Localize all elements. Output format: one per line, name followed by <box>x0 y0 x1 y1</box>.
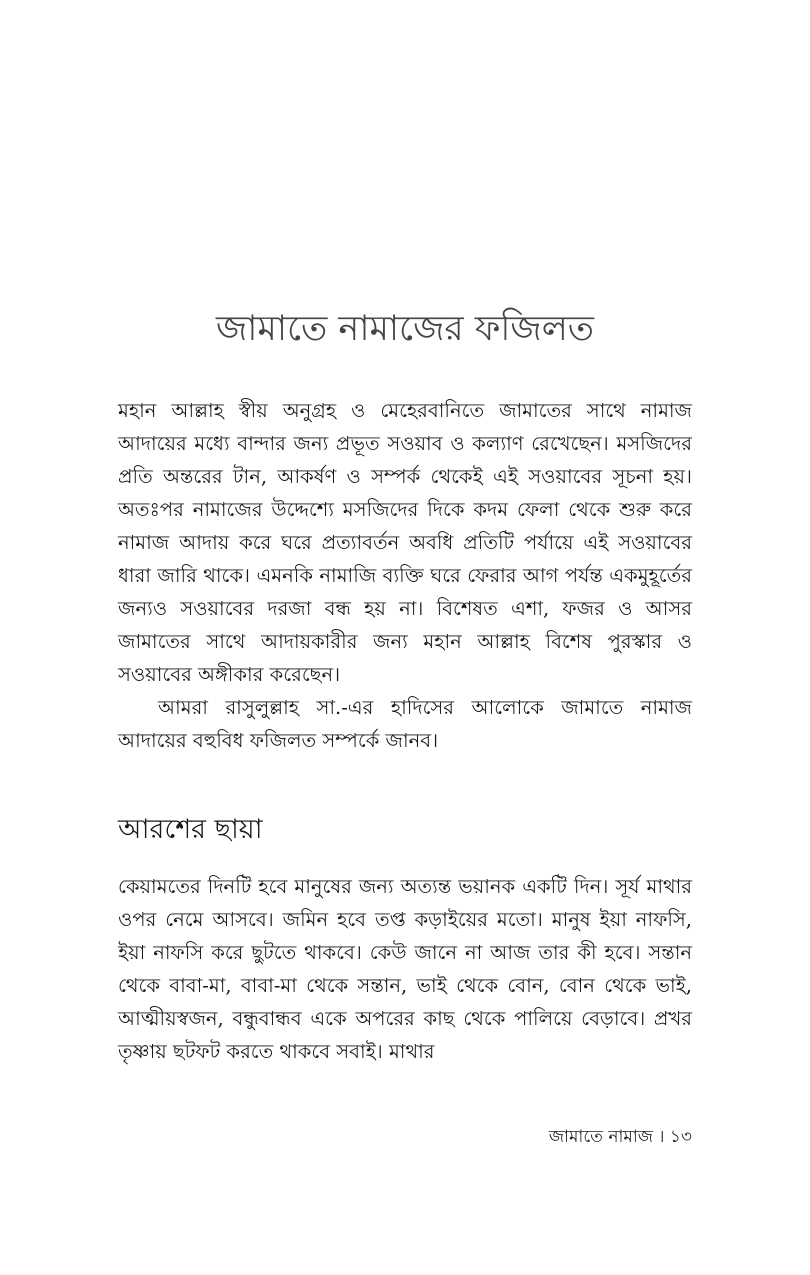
page-number: ১৩ <box>669 1127 692 1147</box>
intro-paragraph-2: আমরা রাসুলুল্লাহ সা.-এর হাদিসের আলোকে জামাতে নামাজ আদায়ের বহুবিধ ফজিলত সম্পর্কে জানব। <box>118 696 692 752</box>
section-paragraph-1: কেয়ামতের দিনটি হবে মানুষের জন্য অত্যন্ত ভয়ানক একটি দিন। সূর্য মাথার ওপর নেমে আসবে। জমিন হবে তপ্ত কড়াইয়ের মতো। মানুষ ইয়া নাফসি, ইয়া নাফসি করে ছুটতে থাকবে। কেউ জানে না আজ তার কী হবে। সন্তান থেকে বাবা-মা, বাবা-মা থেকে সন্তান, ভাই থেকে বোন, বোন থেকে ভাই, আত্মীয়স্বজন, বন্ধুবান্ধব একে অপরের কাছ থেকে পালিয়ে বেড়াবে। প্রখর তৃষ্ণায় ছটফট করতে থাকবে সবাই। মাথার <box>118 875 692 1063</box>
page-footer <box>549 1124 692 1152</box>
running-title: জামাতে নামাজ <box>548 1127 653 1147</box>
footer-separator: । <box>658 1127 665 1147</box>
intro-text <box>118 394 692 757</box>
section-heading: আরশের ছায়া <box>118 814 263 845</box>
intro-paragraph-1: মহান আল্লাহ স্বীয় অনুগ্রহ ও মেহেরবানিতে জামাতের সাথে নামাজ আদায়ের মধ্যে বান্দার জন্য প্রভূত সওয়াব ও কল্যাণ রেখেছেন। মসজিদের প্রতি অন্তরের টান, আকর্ষণ ও সম্পর্ক থেকেই এই সওয়াবের সূচনা হয়। অতঃপর নামাজের উদ্দেশ্যে মসজিদের দিকে কদম ফেলা থেকে শুরু করে নামাজ আদায় করে ঘরে প্রত্যাবর্তন অবধি প্রতিটি পর্যায়ে এই সওয়াবের ধারা জারি থাকে। এমনকি নামাজি ব্যক্তি ঘরে ফেরার আগ পর্যন্ত একমুহূর্তের জন্যও সওয়াবের দরজা বন্ধ হয় না। বিশেষত এশা, ফজর ও আসর জামাতের সাথে আদায়কারীর জন্য মহান আল্লাহ বিশেষ পুরস্কার ও সওয়াবের অঙ্গীকার করেছেন। <box>118 399 692 686</box>
section-text <box>118 870 692 1068</box>
chapter-title: জামাতে নামাজের ফজিলত <box>215 309 595 349</box>
